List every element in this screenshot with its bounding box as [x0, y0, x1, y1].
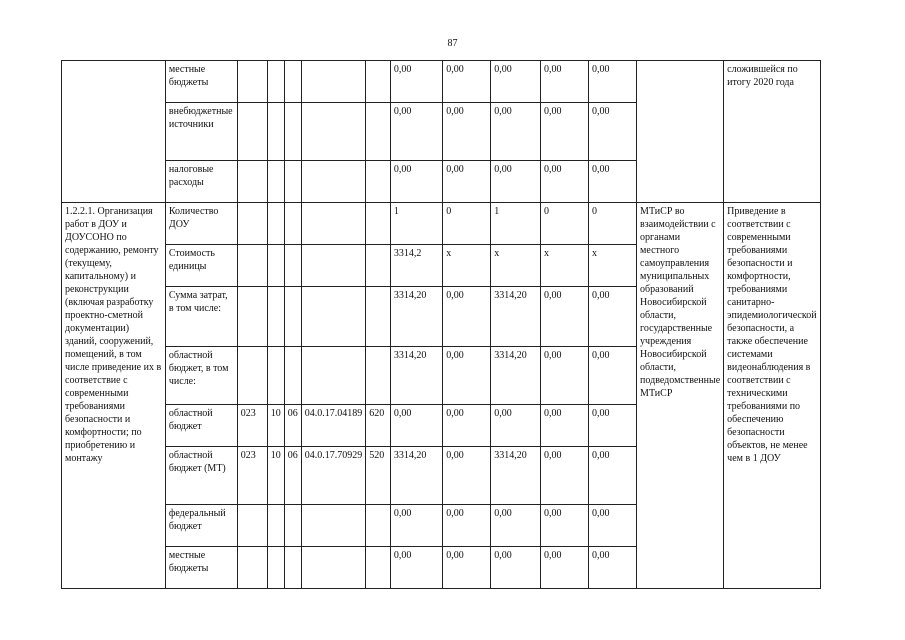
cell-value: 3314,20: [390, 447, 442, 505]
cell-code-empty: [284, 61, 301, 103]
cell-code-empty: [301, 103, 366, 161]
cell-grbs: [237, 203, 267, 245]
cell-value: 0,00: [390, 505, 442, 547]
cell-value: 0,00: [540, 161, 588, 203]
cell-value: 0,00: [540, 547, 588, 589]
cell-source-label: внебюджетные источники: [165, 103, 237, 161]
cell-csr: [301, 505, 366, 547]
cell-value: 0,00: [390, 405, 442, 447]
cell-value: 0,00: [491, 103, 541, 161]
cell-source-label: местные бюджеты: [165, 547, 237, 589]
cell-csr: [301, 287, 366, 347]
cell-value: 0,00: [491, 405, 541, 447]
cell-code-empty: [237, 161, 267, 203]
cell-value: 0,00: [390, 103, 442, 161]
cell-grbs: 023: [237, 405, 267, 447]
cell-vr: 520: [366, 447, 391, 505]
cell-value: 0,00: [443, 161, 491, 203]
cell-code-empty: [301, 161, 366, 203]
cell-vr: [366, 547, 391, 589]
cell-value: 0,00: [589, 347, 637, 405]
cell-grbs: [237, 245, 267, 287]
cell-value: x: [443, 245, 491, 287]
cell-value: 0: [540, 203, 588, 245]
cell-value: 0,00: [540, 347, 588, 405]
cell-csr: [301, 203, 366, 245]
cell-source-label: федеральный бюджет: [165, 505, 237, 547]
cell-executor-empty: [637, 61, 724, 203]
cell-csr: 04.0.17.70929: [301, 447, 366, 505]
cell-vr: [366, 287, 391, 347]
cell-value: 0,00: [589, 161, 637, 203]
cell-source-label: Стоимость единицы: [165, 245, 237, 287]
cell-value: 0,00: [540, 287, 588, 347]
cell-value: 0: [589, 203, 637, 245]
cell-pr: 06: [284, 405, 301, 447]
cell-value: 0,00: [589, 103, 637, 161]
cell-value: 0,00: [390, 61, 442, 103]
cell-value: 0,00: [491, 161, 541, 203]
cell-pr: 06: [284, 447, 301, 505]
cell-code-empty: [284, 161, 301, 203]
cell-value: 3314,20: [390, 287, 442, 347]
cell-pr: [284, 347, 301, 405]
cell-code-empty: [366, 103, 391, 161]
cell-value: 0,00: [443, 405, 491, 447]
cell-pr: [284, 287, 301, 347]
cell-value: x: [540, 245, 588, 287]
cell-grbs: 023: [237, 447, 267, 505]
cell-result: Приведение в соответствии с современными требованиями безопасности и комфортности, требованиями санитарно-эпидемиологической безопасности, а также обеспечение системами видеонаблюдения в соответствии с техническими требованиями по обеспечению безопасности объектов, не менее чем в 1 ДОУ: [724, 203, 820, 589]
cell-value: 0,00: [540, 405, 588, 447]
cell-value: 3314,20: [390, 347, 442, 405]
cell-rz: [267, 245, 284, 287]
table-row: [62, 203, 905, 245]
cell-rz: [267, 347, 284, 405]
cell-measure-empty: [62, 61, 166, 203]
page-number: 87: [447, 38, 458, 49]
cell-code-empty: [267, 61, 284, 103]
cell-source-label: Сумма затрат, в том числе:: [165, 287, 237, 347]
cell-value: 0,00: [589, 405, 637, 447]
cell-value: 0,00: [491, 61, 541, 103]
cell-value: 0,00: [540, 103, 588, 161]
cell-value: 0,00: [443, 447, 491, 505]
cell-value: 3314,20: [491, 287, 541, 347]
cell-rz: 10: [267, 447, 284, 505]
cell-value: 0,00: [491, 505, 541, 547]
cell-csr: 04.0.17.04189: [301, 405, 366, 447]
cell-rz: [267, 287, 284, 347]
cell-rz: [267, 547, 284, 589]
cell-code-empty: [284, 103, 301, 161]
cell-value: 0,00: [589, 547, 637, 589]
cell-value: 0,00: [443, 287, 491, 347]
cell-pr: [284, 547, 301, 589]
cell-measure-title: 1.2.2.1. Организация работ в ДОУ и ДОУСОНО по содержанию, ремонту (текущему, капитальному) и реконструкции (включая разработку проектно-сметной документации) зданий, сооружений, помещений, в том числе приведение их в соответствие с современными требованиями безопасности и комфортности; по приобретению и монтажу: [62, 203, 166, 589]
cell-source-label: областной бюджет, в том числе:: [165, 347, 237, 405]
cell-pr: [284, 245, 301, 287]
cell-rz: [267, 505, 284, 547]
cell-code-empty: [366, 161, 391, 203]
cell-vr: [366, 347, 391, 405]
cell-result: сложившейся по итогу 2020 года: [724, 61, 820, 203]
cell-code-empty: [366, 61, 391, 103]
cell-value: 1: [491, 203, 541, 245]
cell-value: x: [589, 245, 637, 287]
cell-vr: [366, 505, 391, 547]
cell-value: 0,00: [443, 103, 491, 161]
cell-code-empty: [267, 103, 284, 161]
cell-value: 0,00: [390, 161, 442, 203]
cell-code-empty: [301, 61, 366, 103]
cell-grbs: [237, 505, 267, 547]
cell-value: 0,00: [540, 447, 588, 505]
cell-csr: [301, 347, 366, 405]
cell-csr: [301, 547, 366, 589]
cell-value: 3314,2: [390, 245, 442, 287]
cell-value: 0,00: [589, 447, 637, 505]
cell-value: 0,00: [589, 505, 637, 547]
cell-source-label: областной бюджет (МТ): [165, 447, 237, 505]
cell-value: 0,00: [443, 547, 491, 589]
cell-source-label: Количество ДОУ: [165, 203, 237, 245]
cell-source-label: областной бюджет: [165, 405, 237, 447]
cell-value: x: [491, 245, 541, 287]
table-row: [62, 61, 905, 103]
cell-value: 0,00: [540, 61, 588, 103]
cell-value: 0,00: [491, 547, 541, 589]
cell-value: 0,00: [443, 347, 491, 405]
cell-grbs: [237, 347, 267, 405]
cell-vr: [366, 245, 391, 287]
cell-vr: 620: [366, 405, 391, 447]
cell-source-label: налоговые расходы: [165, 161, 237, 203]
cell-value: 0,00: [540, 505, 588, 547]
cell-value: 0,00: [589, 287, 637, 347]
cell-rz: 10: [267, 405, 284, 447]
cell-value: 3314,20: [491, 447, 541, 505]
cell-value: 0: [443, 203, 491, 245]
cell-value: 0,00: [443, 61, 491, 103]
cell-value: 3314,20: [491, 347, 541, 405]
cell-pr: [284, 203, 301, 245]
cell-value: 1: [390, 203, 442, 245]
cell-value: 0,00: [390, 547, 442, 589]
cell-code-empty: [267, 161, 284, 203]
cell-value: 0,00: [443, 505, 491, 547]
cell-vr: [366, 203, 391, 245]
cell-code-empty: [237, 61, 267, 103]
cell-pr: [284, 505, 301, 547]
cell-grbs: [237, 287, 267, 347]
cell-code-empty: [237, 103, 267, 161]
cell-source-label: местные бюджеты: [165, 61, 237, 103]
program-table: [61, 60, 905, 589]
cell-value: 0,00: [589, 61, 637, 103]
cell-grbs: [237, 547, 267, 589]
cell-rz: [267, 203, 284, 245]
cell-executor: МТиСР во взаимодействии с органами местного самоуправления муниципальных образований Новосибирской области, государственные учреждения Новосибирской области, подведомственные МТиСР: [637, 203, 724, 589]
cell-csr: [301, 245, 366, 287]
